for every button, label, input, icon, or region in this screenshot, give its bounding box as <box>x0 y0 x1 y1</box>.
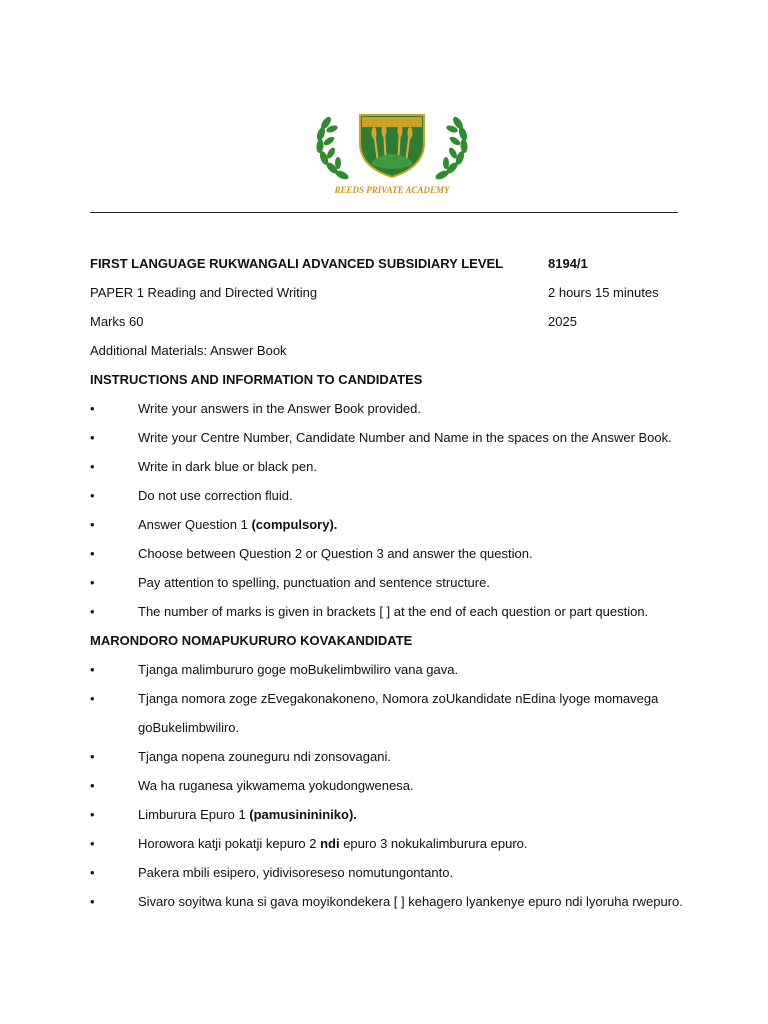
instruction-item: Write in dark blue or black pen. <box>138 459 317 474</box>
marondoro-item-continuation: goBukelimbwiliro. <box>138 720 240 735</box>
logo-wordmark: REEDS PRIVATE ACADEMY <box>334 185 450 195</box>
paper-code: 8194/1 <box>548 256 588 271</box>
marondoro-emphasis: (pamusinininiko). <box>249 807 357 822</box>
bullet-icon: • <box>90 517 95 532</box>
bullet-icon: • <box>90 401 95 416</box>
marondoro-text: Horowora katji pokatji kepuro 2 <box>138 836 321 851</box>
bullet-icon: • <box>90 459 95 474</box>
marondoro-emphasis: ndi <box>320 836 340 851</box>
header-divider <box>90 212 678 213</box>
duration: 2 hours 15 minutes <box>548 285 659 300</box>
instructions-heading: INSTRUCTIONS AND INFORMATION TO CANDIDATES <box>90 372 423 387</box>
subject-title: FIRST LANGUAGE RUKWANGALI ADVANCED SUBSIDIARY LEVEL <box>90 256 504 271</box>
marondoro-item <box>138 835 527 853</box>
bullet-icon: • <box>90 575 95 590</box>
instruction-item: Choose between Question 2 or Question 3 and answer the question. <box>138 546 533 561</box>
bullet-icon: • <box>90 691 95 706</box>
marks-row <box>90 313 690 331</box>
laurel-crest-icon <box>308 103 476 203</box>
marondoro-item: Sivaro soyitwa kuna si gava moyikondekera [ ] kehagero lyankenye epuro ndi lyoruha rwepuro. <box>138 894 683 909</box>
exam-year: 2025 <box>548 314 577 329</box>
subject-row <box>90 255 690 273</box>
marondoro-item <box>138 806 357 824</box>
materials-row <box>90 342 690 360</box>
academy-logo <box>308 103 476 203</box>
instruction-item <box>138 516 337 534</box>
instruction-emphasis: (compulsory). <box>251 517 338 532</box>
bullet-icon: • <box>90 836 95 851</box>
bullet-icon: • <box>90 662 95 677</box>
marondoro-item: Pakera mbili esipero, yidivisoreseso nomutungontanto. <box>138 865 454 880</box>
total-marks: Marks 60 <box>90 314 144 329</box>
instruction-item: Pay attention to spelling, punctuation and sentence structure. <box>138 575 490 590</box>
bullet-icon: • <box>90 488 95 503</box>
instruction-item: Do not use correction fluid. <box>138 488 293 503</box>
instruction-text: Answer Question 1 <box>138 517 252 532</box>
paper-title: PAPER 1 Reading and Directed Writing <box>90 285 318 300</box>
marondoro-text-tail: epuro 3 nokukalimburura epuro. <box>339 836 528 851</box>
bullet-icon: • <box>90 604 95 619</box>
bullet-icon: • <box>90 894 95 909</box>
bullet-icon: • <box>90 807 95 822</box>
bullet-icon: • <box>90 749 95 764</box>
instruction-item: Write your Centre Number, Candidate Number and Name in the spaces on the Answer Book. <box>138 430 672 445</box>
bullet-icon: • <box>90 546 95 561</box>
marondoro-item: Tjanga nomora zoge zEvegakonakoneno, Nomora zoUkandidate nEdina lyoge momavega <box>138 691 659 706</box>
bullet-icon: • <box>90 430 95 445</box>
marondoro-text: Limburura Epuro 1 <box>138 807 250 822</box>
marondoro-heading: MARONDORO NOMAPUKURURO KOVAKANDIDATE <box>90 633 413 648</box>
instruction-item: The number of marks is given in brackets [ ] at the end of each question or part question. <box>138 604 649 619</box>
paper-row <box>90 284 690 302</box>
marondoro-item: Tjanga nopena zouneguru ndi zonsovagani. <box>138 749 391 764</box>
bullet-icon: • <box>90 778 95 793</box>
bullet-icon: • <box>90 865 95 880</box>
marondoro-item: Tjanga malimbururo goge moBukelimbwiliro vana gava. <box>138 662 459 677</box>
additional-materials: Additional Materials: Answer Book <box>90 343 287 358</box>
instruction-item: Write your answers in the Answer Book provided. <box>138 401 422 416</box>
marondoro-item: Wa ha ruganesa yikwamema yokudongwenesa. <box>138 778 414 793</box>
